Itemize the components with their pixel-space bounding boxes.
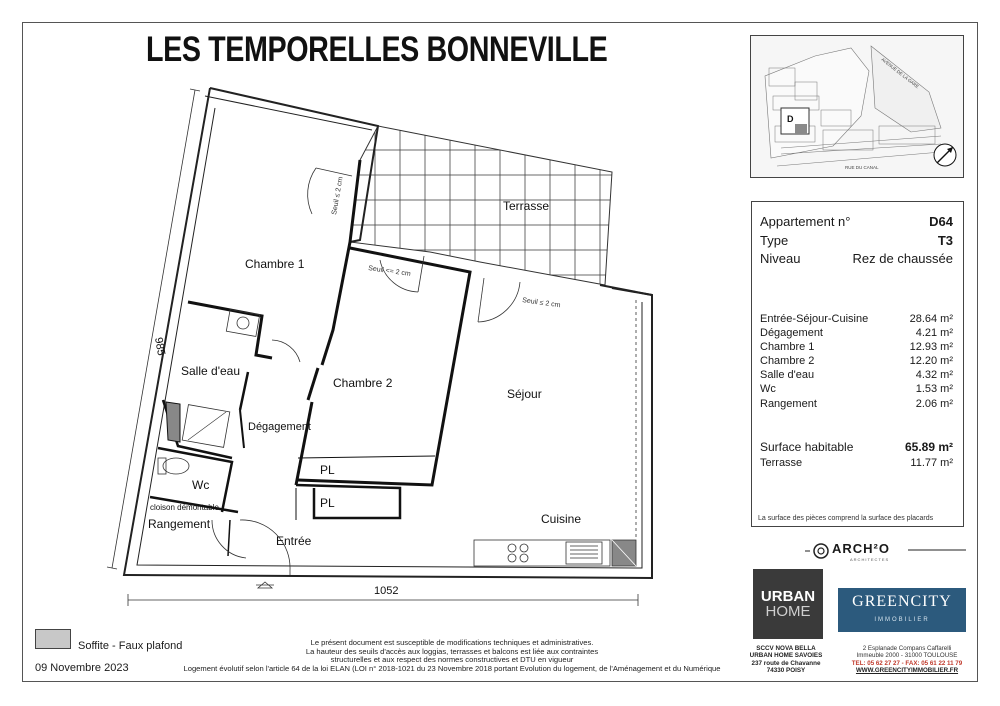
surface-label: Entrée-Séjour-Cuisine [760,313,869,325]
surface-label: Rangement [760,398,817,410]
sccv-line: 237 route de Chavanne [751,659,821,667]
greencity-phone: TEL: 05 62 27 27 - FAX: 05 61 22 11 79 [851,659,963,667]
surface-value: 28.64 m² [909,313,953,325]
greencity-logo-name: GREENCITY [852,593,952,610]
terrace-tiles [350,126,612,285]
disclaimer-line: Le présent document est susceptible de modifications techniques et administratives. [310,638,594,647]
label-seuil-3: Seuil ≤ 2 cm [521,297,561,310]
surface-row [760,313,953,325]
info-type-label: Type [760,233,789,248]
terrasse-label: Terrasse [760,457,803,469]
habitable-value: 65.89 m² [904,440,953,454]
label-chambre-2: Chambre 2 [333,376,393,390]
document-date: 09 Novembre 2023 [35,662,129,674]
disclaimer-line: structurelles et aux respect des normes constructives et DTU en vigueur [330,655,574,665]
urban-home-logo-line1: URBAN [760,588,816,605]
label-sejour: Séjour [507,387,542,401]
surface-value: 1.53 m² [915,383,953,395]
map-street-2: RUE DU CANAL [845,165,879,170]
habitable-label: Surface habitable [760,440,854,454]
surface-row [760,341,953,353]
label-entree: Entrée [276,534,312,548]
sccv-line: URBAN HOME SAVOIES [749,652,823,660]
sccv-line: SCCV NOVA BELLA [756,645,816,652]
terrasse-value: 11.77 m² [910,457,953,469]
shower-tray [182,405,230,448]
apartment-info-panel [751,201,964,527]
legal-disclaimer [172,639,732,673]
sccv-line: 74330 POISY [766,667,806,675]
surface-value: 4.21 m² [915,327,953,339]
greencity-address [842,645,972,675]
map-building-label: D [787,114,794,124]
urban-home-logo-line2: HOME [765,603,811,620]
label-degagement: Dégagement [248,421,311,433]
surface-value: 12.20 m² [909,355,953,367]
label-terrasse: Terrasse [503,199,550,213]
greencity-logo [838,588,966,632]
urban-home-logo [753,569,823,639]
surface-value: 2.06 m² [915,398,953,410]
terrasse-row [760,457,953,469]
site-map [750,35,964,178]
surface-row [760,327,953,339]
info-appartement-row [760,214,953,229]
info-appartement-value: D64 [929,214,953,229]
dimension-vertical: 985 [152,336,168,357]
surface-label: Wc [760,383,776,395]
toilet-fixture [163,458,189,474]
habitable-row [760,440,953,454]
label-placard-2: PL [320,496,335,510]
legend-text: Soffite - Faux plafond [78,640,183,652]
surface-note: La surface des pièces comprend la surface des placards [758,515,934,522]
label-chambre-1: Chambre 1 [245,257,305,271]
surface-label: Dégagement [760,327,823,339]
disclaimer-line: Logement évolutif selon l'article 64 de la loi ELAN (LOI n° 2018-1021 du 23 Novembre 2018 portant Evolution du logement, de l'Aménagement et du Numérique [183,663,721,673]
legend-swatch [35,629,71,649]
greencity-logo-sub: IMMOBILIER [874,617,930,623]
label-wc: Wc [192,478,210,492]
arcoo-line [908,548,966,552]
label-cuisine: Cuisine [541,512,582,526]
arcoo-logo-text: ARCH²O [832,541,890,556]
label-salle-eau: Salle d'eau [181,364,241,378]
sccv-address [728,645,844,675]
kitchen-counter [474,300,636,566]
label-seuil-2: Seuil <= 2 cm [367,265,412,278]
disclaimer-line: La hauteur des seuils d'accès aux loggias, terrasses et balcons est liée aux contraintes [305,646,599,656]
surface-row [760,398,953,410]
info-type-value: T3 [937,233,953,248]
greencity-address-line: Immeuble 2000 - 31000 TOULOUSE [856,652,958,660]
surface-row [760,355,953,367]
info-niveau-value: Rez de chaussée [852,251,953,266]
info-appartement-label: Appartement n° [760,214,851,229]
north-arrow-icon [934,144,956,166]
dimension-horizontal: 1052 [374,585,399,597]
info-niveau-label: Niveau [760,251,801,266]
arcoo-logo-sub: ARCHITECTES [850,557,890,562]
surface-value: 12.93 m² [909,341,953,353]
greencity-address-line: 2 Esplanade Compans Caffarelli [862,645,952,652]
surface-value: 4.32 m² [915,369,953,381]
label-rangement: Rangement [148,517,211,531]
label-placard-1: PL [320,463,335,477]
info-niveau-row [760,251,953,266]
info-type-row [760,233,953,248]
soffite-area [166,402,180,442]
page-title: LES TEMPORELLES BONNEVILLE [146,30,608,69]
surface-row [760,383,953,395]
surface-label: Salle d'eau [760,369,815,381]
label-seuil-1: Seuil ≤ 2 cm [331,176,345,216]
surface-label: Chambre 1 [760,341,815,353]
map-street-1: AVENUE DE LA GARE [880,56,920,90]
surface-label: Chambre 2 [760,355,815,367]
surface-row [760,369,953,381]
greencity-website-link[interactable]: WWW.GREENCITYIMMOBILIER.FR [855,667,959,675]
label-cloison: cloison démontable [150,503,219,512]
